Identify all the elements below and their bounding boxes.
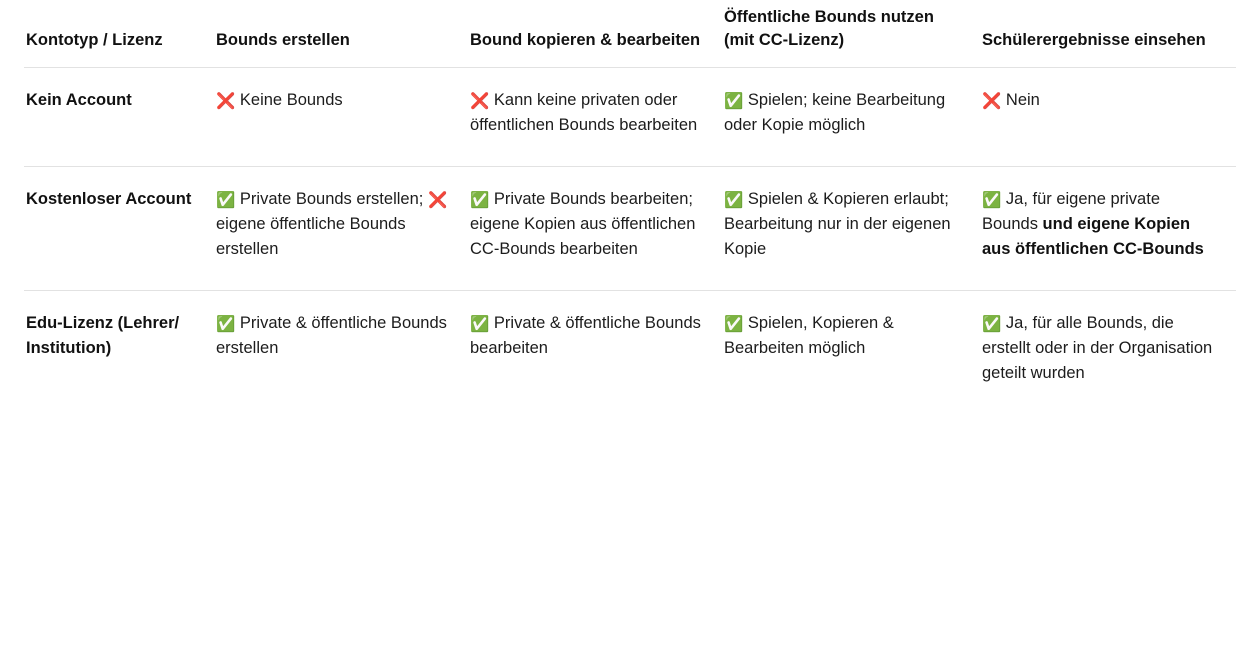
cross-mark-icon: ❌	[982, 92, 1002, 110]
cell-text: Private & öffentliche Bounds erstellen	[216, 314, 447, 358]
cell-free-account-create-bounds	[216, 167, 470, 291]
cell-edu-license-copy-edit	[470, 291, 724, 415]
cell-text: Private Bounds erstellen;	[239, 190, 428, 208]
check-mark-icon: ✅	[982, 316, 1002, 334]
cell-text: Spielen, Kopieren & Bearbeiten möglich	[724, 314, 894, 358]
cell-text: Keine Bounds	[239, 90, 343, 109]
column-header-create-bounds: Bounds erstellen	[216, 6, 470, 67]
cell-no-account-copy-edit	[470, 67, 724, 166]
cell-text: Nein	[1005, 90, 1040, 109]
cell-free-account-copy-edit	[470, 167, 724, 291]
cross-mark-icon: ❌	[216, 92, 236, 110]
cell-text: Private & öffentliche Bounds bearbeiten	[470, 314, 701, 358]
cell-free-account-public-bounds	[724, 167, 982, 291]
table-row	[24, 167, 1236, 291]
cell-edu-license-create-bounds	[216, 291, 470, 415]
cell-text: Spielen & Kopieren erlaubt; Bearbeitung nur in der eigenen Kopie	[724, 190, 951, 259]
cell-edu-license-student-results	[982, 291, 1236, 415]
table-row	[24, 291, 1236, 415]
check-mark-icon: ✅	[724, 92, 744, 110]
cell-text-emphasis: und eigene Kopien aus öffentlichen CC-Bounds	[982, 215, 1204, 259]
cell-text: Ja, für eigene private Bounds	[982, 190, 1160, 234]
column-header-account-type: Kontotyp / Lizenz	[24, 6, 216, 67]
cell-free-account-student-results	[982, 167, 1236, 291]
check-mark-icon: ✅	[470, 192, 490, 209]
check-mark-icon: ✅	[982, 192, 1002, 209]
cell-no-account-create-bounds	[216, 67, 470, 166]
table-body	[24, 67, 1236, 414]
cell-no-account-public-bounds	[724, 67, 982, 166]
cell-text: Private Bounds bearbeiten; eigene Kopien aus öffentlichen CC-Bounds bearbeiten	[470, 190, 696, 259]
cross-mark-icon: ❌	[470, 92, 490, 110]
check-mark-icon: ✅	[216, 192, 236, 209]
cross-mark-icon: ❌	[427, 192, 448, 209]
table-header	[24, 6, 1236, 67]
table-header-row	[24, 6, 1236, 67]
cell-text: Kann keine privaten oder öffentlichen Bounds bearbeiten	[470, 90, 698, 134]
check-mark-icon: ✅	[216, 316, 236, 334]
account-type-license-matrix	[24, 6, 1236, 414]
cell-edu-license-public-bounds	[724, 291, 982, 415]
check-mark-icon: ✅	[470, 316, 490, 334]
column-header-copy-edit-bound: Bound kopieren & bearbeiten	[470, 6, 724, 67]
row-label-edu-license: Edu-Lizenz (Lehrer/ Institution)	[26, 314, 180, 358]
column-header-view-student-results: Schülerergebnisse einsehen	[982, 6, 1236, 67]
check-mark-icon: ✅	[724, 192, 744, 209]
row-label-no-account: Kein Account	[24, 67, 216, 166]
table-row	[24, 67, 1236, 166]
cell-text: Spielen; keine Bearbeitung oder Kopie möglich	[724, 90, 946, 134]
check-mark-icon: ✅	[724, 316, 744, 334]
column-header-use-public-bounds: Öffentliche Bounds nutzen (mit CC-Lizenz)	[724, 6, 982, 67]
row-label-free-account: Kostenloser Account	[24, 167, 216, 291]
cell-no-account-student-results	[982, 67, 1236, 166]
cell-text: Ja, für alle Bounds, die erstellt oder in der Organisation geteilt wurden	[982, 314, 1213, 383]
cell-text-secondary: eigene öffentliche Bounds erstellen	[216, 215, 406, 259]
